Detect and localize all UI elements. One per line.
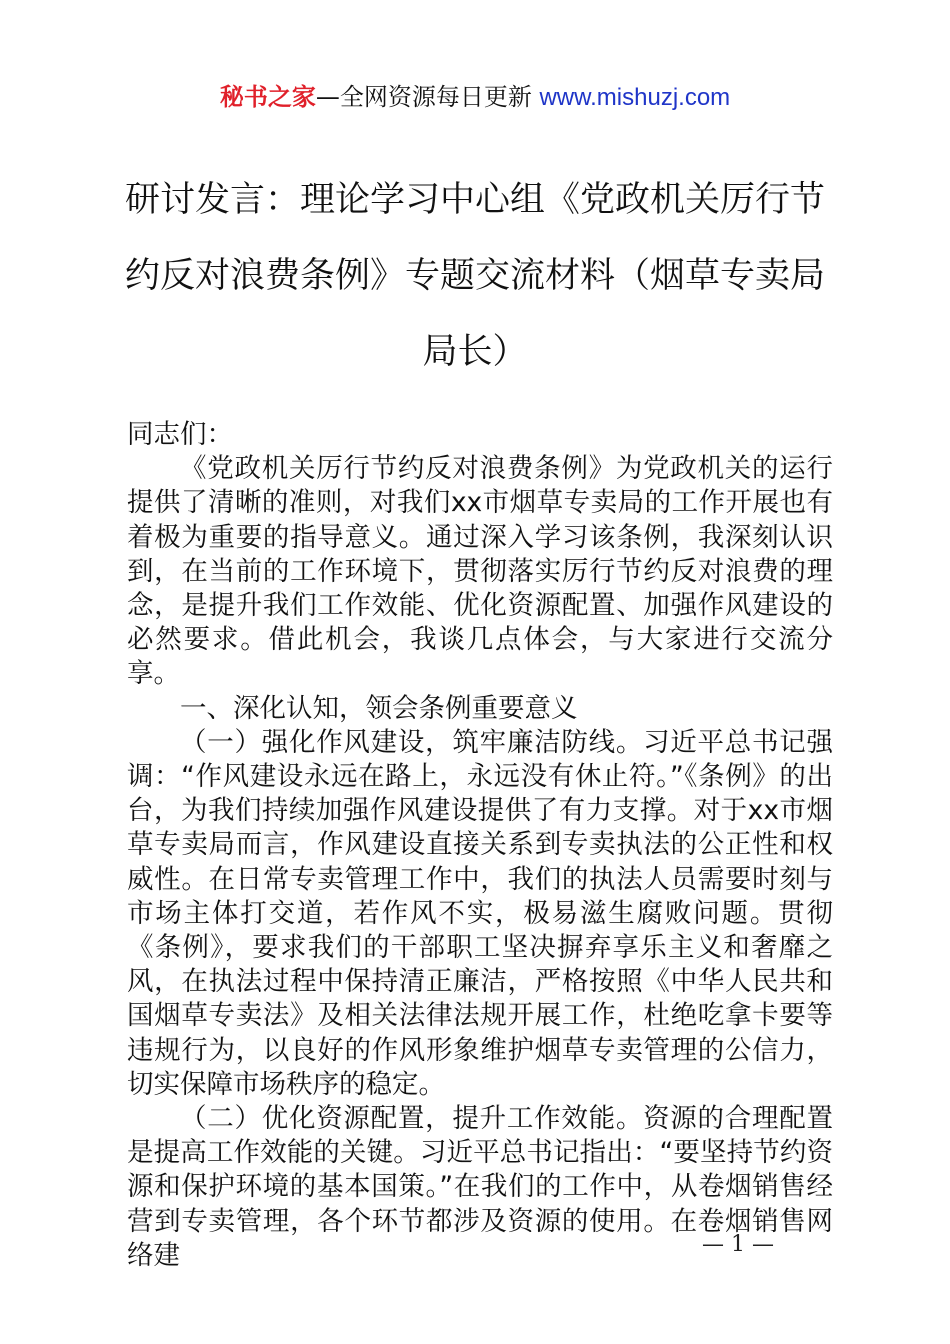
document-body [127, 418, 833, 1273]
document-title: 研讨发言：理论学习中心组《党政机关厉行节约反对浪费条例》专题交流材料（烟草专卖局局长） [124, 180, 825, 372]
paragraph: （一）强化作风建设，筑牢廉洁防线。习近平总书记强调：“作风建设永远在路上，永远没有休止符。”《条例》的出台，为我们持续加强作风建设提供了有力支撑。对于xx市烟草专卖局而言，作风建设直接关系到专卖执法的公正性和权威性。在日常专卖管理工作中，我们的执法人员需要时刻与市场主体打交道，若作风不实，极易滋生腐败问题。贯彻《条例》，要求我们的干部职工坚决摒弃享乐主义和奢靡之风，在执法过程中保持清正廉洁，严格按照《中华人民共和国烟草专卖法》及相关法律法规开展工作，杜绝吃拿卡要等违规行为，以良好的作风形象维护烟草专卖管理的公信力，切实保障市场秩序的稳定。 [127, 726, 833, 1100]
site-header [0, 80, 950, 115]
paragraph: （二）优化资源配置，提升工作效能。资源的合理配置是提高工作效能的关键。习近平总书记指出：“要坚持节约资源和保护环境的基本国策。”在我们的工作中，从卷烟销售经营到专卖管理，各个环节都涉及资源的使用。在卷烟销售网络建 [127, 1103, 833, 1271]
paragraph: 《党政机关厉行节约反对浪费条例》为党政机关的运行提供了清晰的准则，对我们xx市烟草专卖局的工作开展也有着极为重要的指导意义。通过深入学习该条例，我深刻认识到，在当前的工作环境下，贯彻落实厉行节约反对浪费的理念，是提升我们工作效能、优化资源配置、加强作风建设的必然要求。借此机会，我谈几点体会，与大家进行交流分享。 [127, 453, 833, 690]
site-brand: 秘书之家 [219, 83, 316, 111]
site-slogan: —全网资源每日更新 [315, 83, 540, 111]
salutation: 同志们： [127, 419, 233, 450]
site-url-link[interactable]: www.mishuzj.com [539, 84, 731, 111]
section-heading: 一、深化认知，领会条例重要意义 [180, 692, 578, 724]
page-number: — 1 — [702, 1232, 774, 1257]
